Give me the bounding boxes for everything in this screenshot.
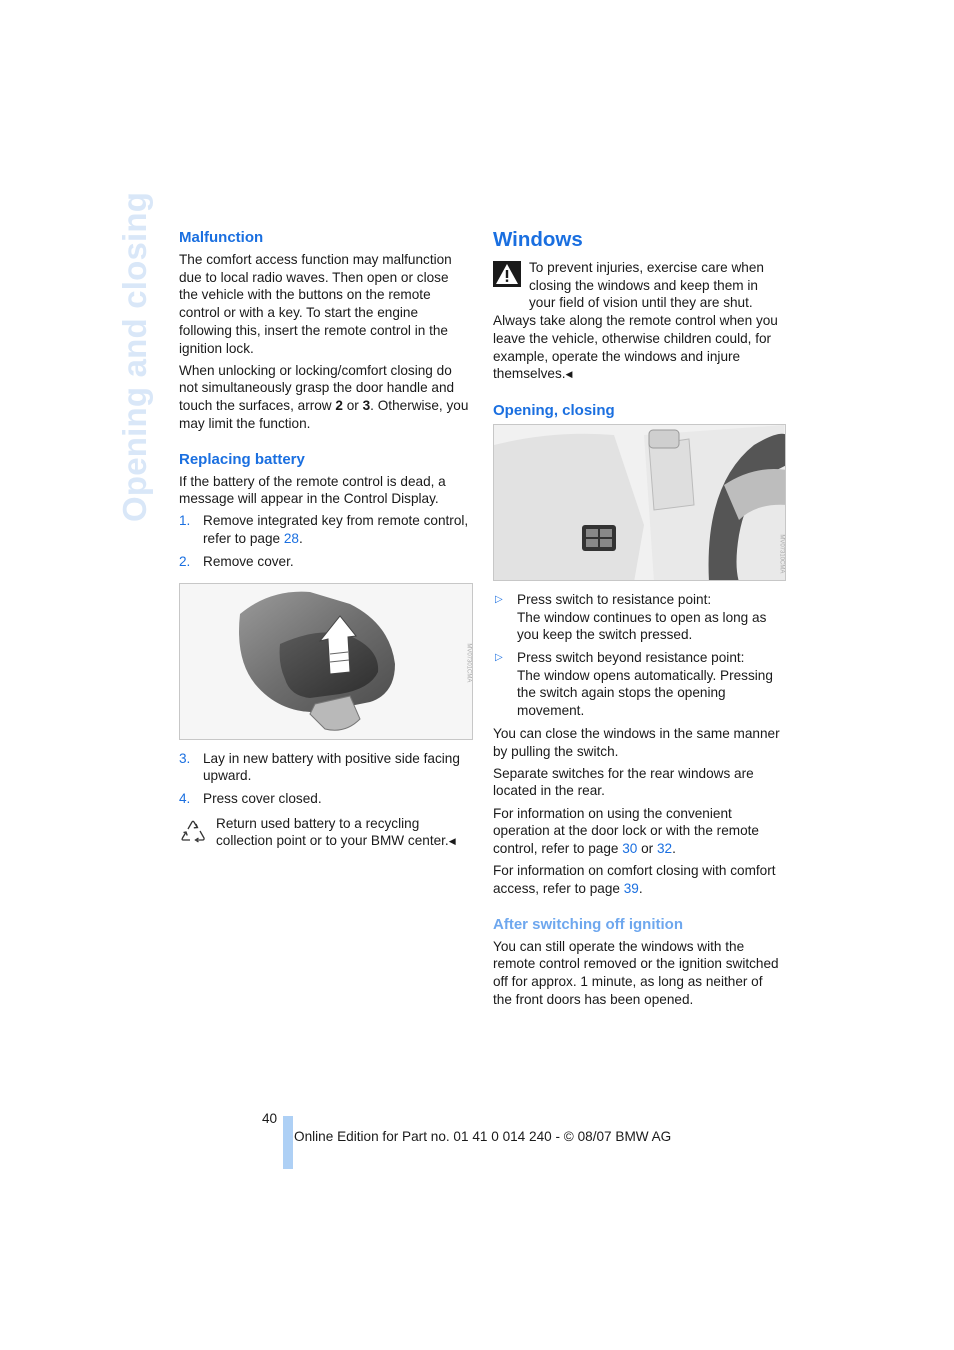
after-ignition-heading: After switching off ignition (493, 915, 683, 933)
warning-paragraph-1: To prevent injuries, exercise care when closing the windows and keep them in your field of vision until they are shut. (529, 260, 764, 311)
warning-note (493, 259, 785, 312)
page-link-28[interactable]: 28 (283, 531, 299, 547)
page-link-32[interactable]: 32 (656, 841, 673, 857)
malfunction-heading: Malfunction (179, 229, 264, 246)
door-window-switch-illustration (494, 425, 786, 581)
warning-paragraph-2: Always take along the remote control when you leave the vehicle, otherwise children could, for example, operate the windows and injure themselves.◀ (493, 313, 778, 382)
right-column (493, 228, 785, 1013)
info-paragraph-2: For information on comfort closing with comfort access, refer to page 39. (493, 863, 776, 896)
close-paragraph: You can close the windows in the same manner by pulling the switch. (493, 725, 780, 759)
list-item: 4. Press cover closed. (179, 790, 322, 806)
list-item: 1. Remove integrated key from remote control, refer to page 28. (179, 513, 469, 547)
chapter-side-title: Opening and closing (116, 191, 153, 522)
opening-closing-heading: Opening, closing (493, 401, 615, 419)
triangle-bullet-icon: ▷ (495, 652, 503, 664)
left-column (179, 228, 471, 856)
triangle-bullet-icon: ▷ (495, 593, 503, 605)
list-item: ▷ Press switch beyond resistance point: The window opens automatically. Pressing the switch again stops the opening movement. (495, 650, 773, 719)
warning-triangle-icon (493, 261, 521, 287)
malfunction-paragraph-1: The comfort access function may malfunction due to local radio waves. Then open or close the vehicle with the buttons on the remote control or with a key. To start the engine following this, insert the remote control in the ignition lock. (179, 252, 452, 356)
end-mark-icon: ◀ (565, 369, 573, 380)
recycle-icon (179, 818, 207, 846)
info-paragraph-1: For information on using the convenient operation at the door lock or with the remote control, refer to page 30 or 32. (493, 805, 759, 857)
footer-accent-bar (283, 1116, 293, 1169)
switch-instructions (493, 591, 785, 720)
list-item: 3. Lay in new battery with positive side facing upward. (179, 750, 460, 784)
page-link-39[interactable]: 39 (623, 880, 639, 896)
remote-control-illustration (180, 584, 473, 740)
end-mark-icon: ◀ (448, 836, 456, 847)
battery-steps-b (179, 750, 471, 808)
ignition-paragraph: You can still operate the windows with the remote control removed or the ignition switched off for approx. 1 minute, as long as neither of the front doors has been opened. (493, 938, 779, 1007)
list-item: ▷ Press switch to resistance point: The window continues to open as long as you keep the switch pressed. (495, 591, 767, 643)
replacing-battery-heading: Replacing battery (179, 450, 305, 468)
recycling-note: Return used battery to a recycling collection point or to your BMW center.◀ (179, 815, 471, 851)
list-item: 2. Remove cover. (179, 553, 294, 569)
battery-steps-a (179, 512, 471, 570)
figure-code: MV07301CMA (465, 642, 472, 682)
figure-code: MV07310CMA (778, 534, 785, 574)
page-link-30[interactable]: 30 (622, 841, 638, 857)
remote-control-battery-figure (179, 583, 473, 740)
edition-footer: Online Edition for Part no. 01 41 0 014 240 - © 08/07 BMW AG (294, 1129, 672, 1144)
battery-intro: If the battery of the remote control is dead, a message will appear in the Control Display. (179, 473, 446, 507)
window-switch-figure (493, 424, 786, 581)
page-number: 40 (262, 1111, 278, 1126)
windows-heading: Windows (493, 228, 583, 251)
rear-paragraph: Separate switches for the rear windows are located in the rear. (493, 765, 754, 799)
malfunction-paragraph-2: When unlocking or locking/comfort closing do not simultaneously grasp the door handle and touch the surfaces, arrow 2 or 3. Otherwise, you may limit the function. (179, 362, 469, 431)
